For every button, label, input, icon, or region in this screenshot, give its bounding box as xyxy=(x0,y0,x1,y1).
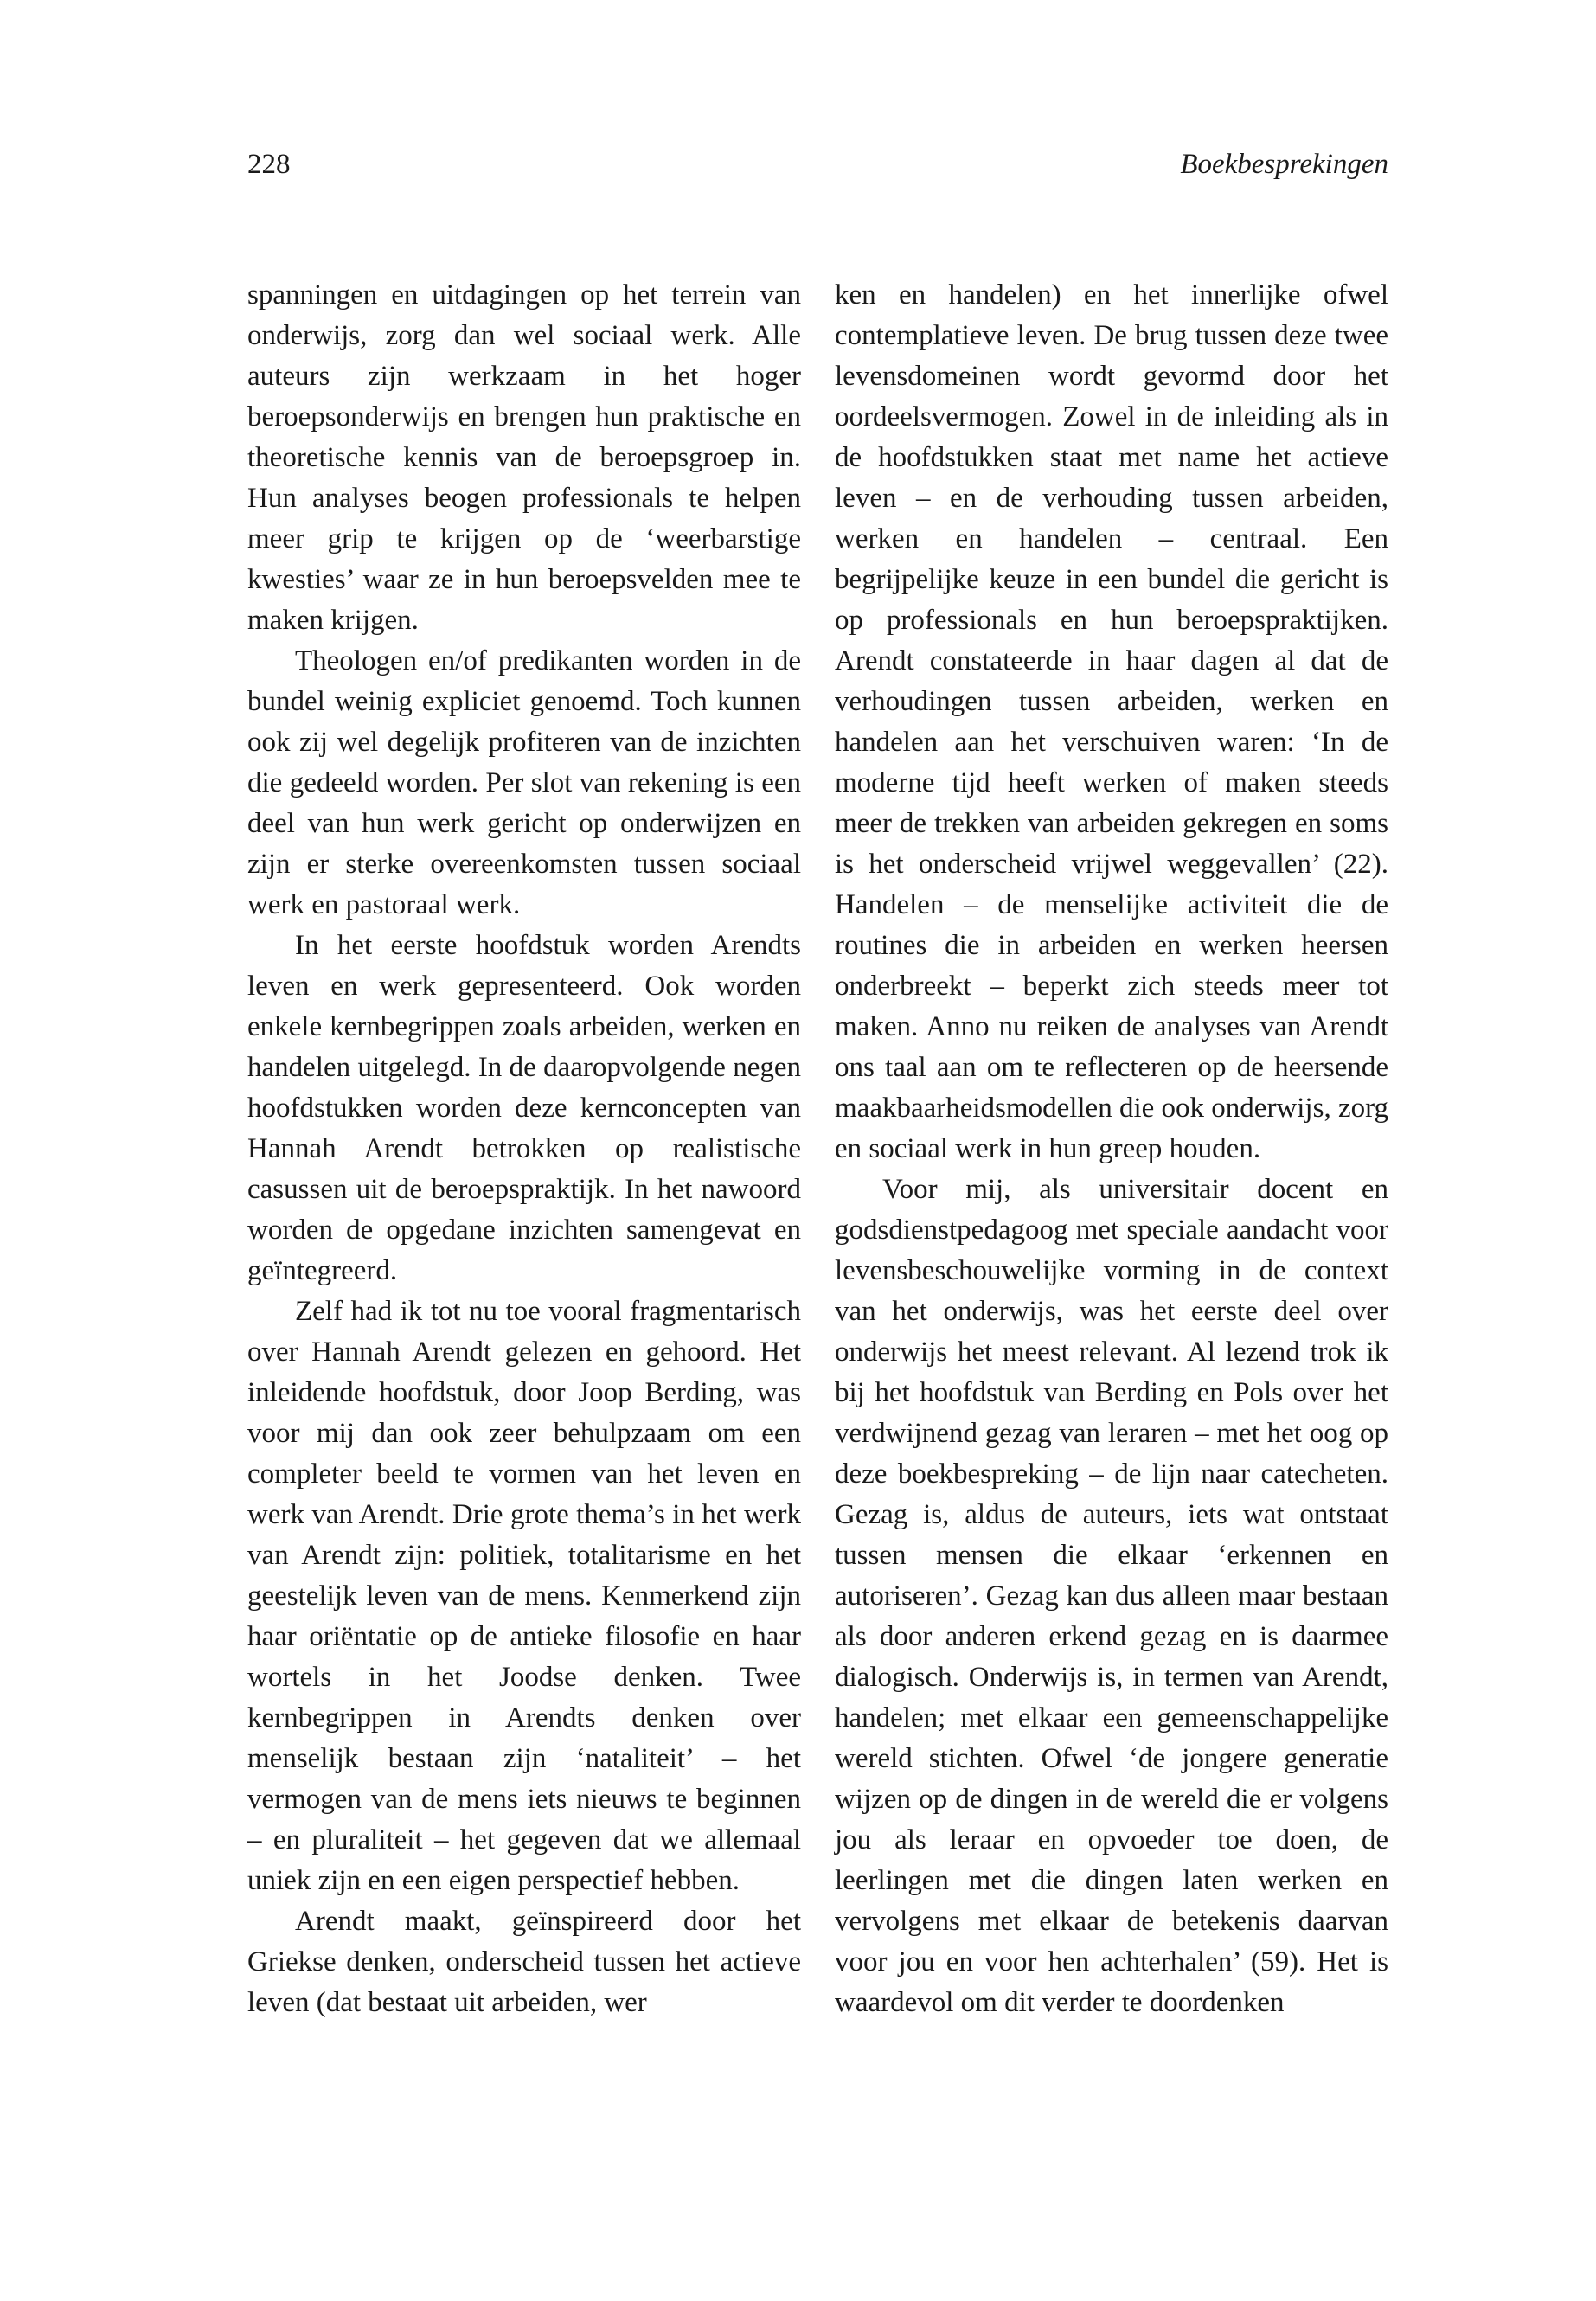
paragraph: Voor mij, als universitair docent en godsdienstpedagoog met speciale aandacht voor levensbeschouwelijke vorming in de context van het onderwijs, was het eerste deel over onderwijs het meest relevant. Al lezend trok ik bij het hoofdstuk van Berding en Pols over het verdwijnend gezag van leraren – met het oog op deze boekbespreking – de lijn naar catecheten. Gezag is, aldus de auteurs, iets wat ontstaat tussen mensen die elkaar ‘erkennen en autoriseren’. Gezag kan dus alleen maar bestaan als door anderen erkend gezag en is daarmee dialogisch. Onderwijs is, in termen van Arendt, handelen; met elkaar een gemeenschappelijke wereld stichten. Ofwel ‘de jongere generatie wijzen op de dingen in de wereld die er volgens jou als leraar en opvoeder toe doen, de leerlingen met die dingen laten werken en vervolgens met elkaar de betekenis daarvan voor jou en voor hen achterhalen’ (59). Het is waardevol om dit verder te doordenken xyxy=(835,1174,1388,2018)
paragraph: In het eerste hoofdstuk worden Arendts leven en werk gepresenteerd. Ook worden enkele kernbegrippen zoals arbeiden, werken en handelen uitgelegd. In de daaropvolgende negen hoofdstukken worden deze kernconcepten van Hannah Arendt betrokken op realistische casussen uit de beroepspraktijk. In het nawoord worden de opgedane inzichten samengevat en geïntegreerd. xyxy=(247,930,801,1286)
running-header xyxy=(247,143,1388,186)
right-column xyxy=(835,275,1388,2023)
paragraph: ken en handelen) en het innerlijke ofwel contemplatieve leven. De brug tussen deze twee levensdomeinen wordt gevormd door het oordeelsvermogen. Zowel in de inleiding als in de hoofdstukken staat met name het actieve leven – en de verhouding tussen arbeiden, werken en handelen – centraal. Een begrijpelijke keuze in een bundel die gericht is op professionals en hun beroepspraktijken. Arendt constateerde in haar dagen al dat de verhoudingen tussen arbeiden, werken en handelen aan het verschuiven waren: ‘In de moderne tijd heeft werken of maken steeds meer de trekken van arbeiden gekregen en soms is het onderscheid vrijwel weggevallen’ (22). Handelen – de menselijke activiteit die de routines die in arbeiden en werken heersen onderbreekt – beperkt zich steeds meer tot maken. Anno nu reiken de analyses van Arendt ons taal aan om te reflecteren op de heersende maakbaarheidsmodellen die ook onderwijs, zorg en sociaal werk in hun greep houden. xyxy=(835,279,1388,1164)
page-number: 228 xyxy=(247,149,291,180)
paragraph: Zelf had ik tot nu toe vooral fragmentarisch over Hannah Arendt gelezen en gehoord. Het inleidende hoofdstuk, door Joop Berding, was voor mij dan ook zeer behulpzaam om een completer beeld te vormen van het leven en werk van Arendt. Drie grote thema’s in het werk van Arendt zijn: politiek, totalitarisme en het geestelijk leven van de mens. Kenmerkend zijn haar oriëntatie op de antieke filosofie en haar wortels in het Joodse denken. Twee kernbegrippen in Arendts denken over menselijk bestaan zijn ‘nataliteit’ – het vermogen van de mens iets nieuws te beginnen – en pluraliteit – het gegeven dat we allemaal uniek zijn en een eigen perspectief hebben. xyxy=(247,1296,801,1896)
paragraph: Arendt maakt, geïnspireerd door het Griekse denken, onderscheid tussen het actieve leven (dat bestaat uit arbeiden, wer xyxy=(247,1906,801,2018)
paragraph: spanningen en uitdagingen op het terrein van onderwijs, zorg dan wel sociaal werk. Alle auteurs zijn werkzaam in het hoger beroepsonderwijs en brengen hun praktische en theoretische kennis van de beroepsgroep in. Hun analyses beogen professionals te helpen meer grip te krijgen op de ‘weerbarstige kwesties’ waar ze in hun beroepsvelden mee te maken krijgen. xyxy=(247,279,801,636)
paragraph: Theologen en/of predikanten worden in de bundel weinig expliciet genoemd. Toch kunnen ook zij wel degelijk profiteren van de inzichten die gedeeld worden. Per slot van rekening is een deel van hun werk gericht op onderwijzen en zijn er sterke overeenkomsten tussen sociaal werk en pastoraal werk. xyxy=(247,645,801,920)
left-column xyxy=(247,275,801,2023)
section-title: Boekbesprekingen xyxy=(1180,149,1388,180)
